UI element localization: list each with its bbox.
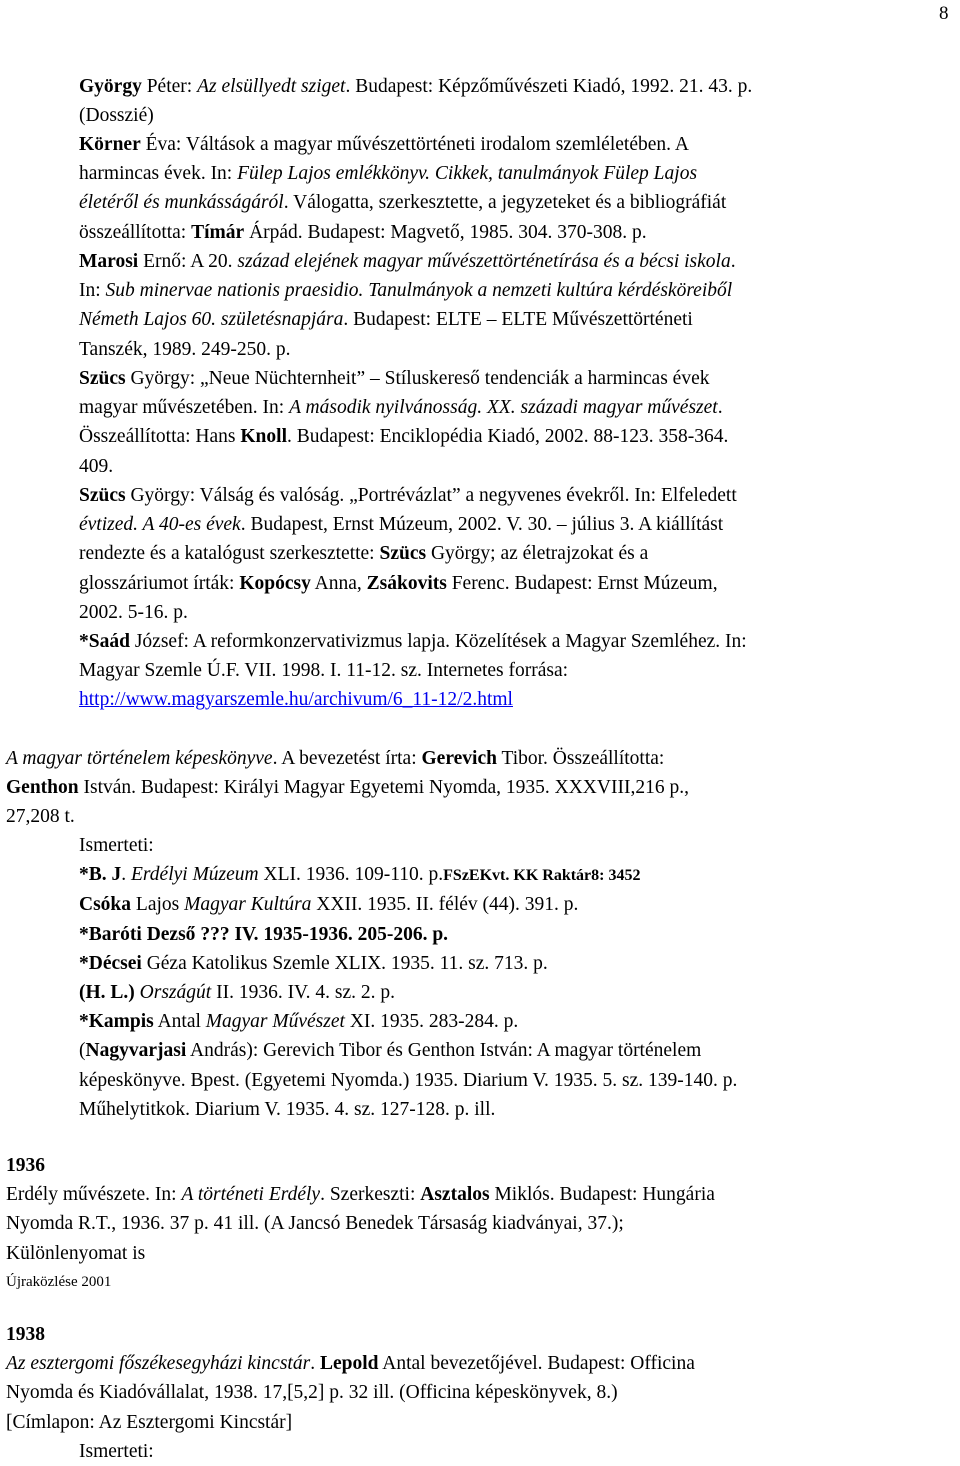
entry-line bbox=[6, 1268, 950, 1297]
contributor-name: Zsákovits bbox=[366, 572, 447, 594]
entry-line bbox=[79, 569, 949, 598]
text: Géza Katolikus Szemle XLIX. 1935. 11. sz. 713. p. bbox=[141, 952, 548, 974]
journal-title: Magyar Művészet bbox=[205, 1011, 345, 1033]
work-title: Németh Lajos 60. születésnapjára bbox=[79, 309, 344, 331]
reviewer-name: (H. L.) bbox=[79, 982, 135, 1004]
work-title: es évek bbox=[184, 514, 241, 536]
text: Anna, bbox=[310, 572, 367, 594]
text: . Budapest: Képzőművészeti Kiadó, 1992. 21. 43. p. bbox=[345, 76, 753, 97]
text: Miklós. Budapest: Hungária bbox=[489, 1184, 715, 1206]
text: Nyomda és Kiadóvállalat, 1938. 17,[5,2] p. 32 ill. (Officina képeskönyvek, 8.) bbox=[6, 1382, 618, 1404]
entry-line bbox=[6, 1408, 950, 1437]
text: . Budapest: Enciklopédia Kiadó, 2002. 88-123. 358-364. bbox=[287, 426, 729, 448]
review-line bbox=[79, 1095, 949, 1124]
author-name: Szücs bbox=[79, 368, 126, 389]
reviews-block bbox=[79, 831, 949, 1124]
entry-line bbox=[79, 364, 949, 393]
text: Ernő: A 20. bbox=[138, 251, 238, 272]
entry-line bbox=[6, 802, 950, 831]
text: . Budapest, Ernst Múzeum, 2002. V. 30. – július 3. A kiállítást bbox=[240, 514, 724, 536]
entry-line bbox=[79, 685, 949, 714]
entry-line bbox=[6, 1378, 950, 1407]
editor-name: Knoll bbox=[240, 426, 287, 448]
author-name: Lepold bbox=[319, 1353, 379, 1375]
work-title: Az esztergomi főszékesegyházi kincstár bbox=[6, 1353, 311, 1375]
text: II. 1936. IV. 4. sz. 2. p. bbox=[211, 982, 395, 1004]
entry-kepeskonyv bbox=[6, 744, 950, 832]
text: Péter: bbox=[141, 76, 198, 97]
journal-title: Magyar Kultúra bbox=[184, 894, 312, 916]
entry-szucs-2 bbox=[79, 481, 949, 627]
text: Éva: Váltások a magyar művészettörténeti irodalom szemléletében. A bbox=[140, 134, 689, 155]
text: . bbox=[310, 1353, 320, 1375]
text: Erdély művészete. In: bbox=[6, 1184, 182, 1206]
entry-szucs-1 bbox=[79, 364, 949, 481]
text: Újraközlése 2001 bbox=[6, 1273, 112, 1290]
text: Tanszék, 1989. 249-250. p. bbox=[79, 338, 291, 360]
text: Ismerteti: bbox=[79, 1440, 154, 1462]
text: [Címlapon: Az Esztergomi Kincstár] bbox=[6, 1411, 293, 1433]
entry-line bbox=[79, 305, 949, 334]
entry-line bbox=[6, 1180, 950, 1209]
source-url-link[interactable]: http://www.magyarszemle.hu/archivum/6_11-12/2.html bbox=[79, 689, 513, 711]
reviews-heading bbox=[79, 831, 949, 860]
entry-line bbox=[79, 276, 949, 305]
entry-korner bbox=[79, 130, 949, 247]
text: András): Gerevich Tibor és Genthon István: A magyar történelem bbox=[186, 1040, 702, 1062]
work-title: életéről és munkásságáról bbox=[79, 192, 284, 214]
entry-line bbox=[79, 656, 949, 685]
text: képeskönyve. Bpest. (Egyetemi Nyomda.) 1935. Diarium V. 1935. 5. sz. 139-140. p. bbox=[79, 1069, 738, 1091]
text: . Válogatta, szerkesztette, a jegyzeteket és a bibliográfiát bbox=[283, 192, 727, 214]
entry-line bbox=[79, 247, 949, 276]
entry-line bbox=[6, 1349, 950, 1378]
work-title: század elejének magyar művészettörténetírása és a bécsi iskola bbox=[237, 251, 731, 272]
review-line bbox=[79, 1007, 949, 1036]
work-title: évtized. A 40- bbox=[79, 514, 185, 536]
entry-marosi bbox=[79, 247, 949, 364]
entry-line bbox=[79, 481, 949, 510]
text: . bbox=[121, 864, 132, 886]
author-name: Szücs bbox=[79, 485, 126, 506]
entry-line bbox=[79, 422, 949, 451]
entry-line bbox=[79, 72, 949, 101]
author-name: Genthon bbox=[6, 777, 79, 799]
editor-name: Tímár bbox=[191, 221, 245, 243]
entry-line bbox=[6, 1209, 950, 1238]
author-name: Körner bbox=[79, 134, 141, 155]
text: György: Válság és valóság. „Portrévázlat” a negyvenes évekről. In: Elfeledett bbox=[125, 485, 737, 506]
entry-line bbox=[79, 627, 949, 656]
year: 1936 bbox=[6, 1155, 45, 1176]
work-title: Sub minervae nationis praesidio. Tanulmányok a nemzeti kultúra kérdésköreiből bbox=[105, 280, 733, 302]
journal-title: Országút bbox=[139, 982, 212, 1004]
text: 2002. 5-16. p. bbox=[79, 601, 188, 623]
editor-name: Asztalos bbox=[420, 1184, 490, 1206]
entry-line bbox=[79, 101, 949, 130]
text: . Budapest: ELTE – ELTE Művészettörténeti bbox=[343, 309, 693, 331]
text: harmincas évek. In: bbox=[79, 163, 238, 185]
entry-line bbox=[79, 159, 949, 188]
text: Összeállította: Hans bbox=[79, 426, 241, 448]
entry-gyorgy bbox=[79, 72, 949, 130]
reviewer-name: *B. J bbox=[79, 864, 122, 886]
text: György; az életrajzokat és a bbox=[426, 543, 649, 565]
text: 409. bbox=[79, 455, 114, 477]
text: glosszáriumot írták: bbox=[79, 572, 240, 594]
text: György: „Neue Nüchternheit” – Stíluskereső tendenciák a harmincas évek bbox=[125, 368, 710, 389]
section-1936 bbox=[6, 1151, 950, 1297]
entry-line bbox=[79, 393, 949, 422]
review-line bbox=[79, 978, 949, 1007]
review-line bbox=[79, 890, 949, 919]
entry-line bbox=[79, 188, 949, 217]
text: István. Budapest: Királyi Magyar Egyetemi Nyomda, 1935. XXXVIII,216 p., bbox=[78, 777, 689, 799]
text: . bbox=[730, 251, 736, 272]
year: 1938 bbox=[6, 1324, 45, 1345]
text: In: bbox=[79, 280, 106, 302]
review-line bbox=[79, 920, 949, 949]
contributor-name: Kopócsy bbox=[239, 572, 311, 594]
entry-line bbox=[6, 1239, 950, 1268]
text: Antal bevezetőjével. Budapest: Officina bbox=[378, 1353, 695, 1375]
work-title: Az elsüllyedt sziget bbox=[197, 76, 346, 97]
reviewer-name: Nagyvarjasi bbox=[85, 1040, 187, 1062]
journal-title: Erdélyi Múzeum bbox=[131, 864, 259, 886]
author-name: György bbox=[79, 76, 142, 97]
review-line bbox=[79, 1036, 949, 1065]
entry-line bbox=[6, 744, 950, 773]
text: . bbox=[717, 397, 723, 419]
text: XI. 1935. 283-284. p. bbox=[344, 1011, 519, 1033]
text: XXII. 1935. II. félév (44). 391. p. bbox=[311, 894, 579, 916]
text: Műhelytitkok. Diarium V. 1935. 4. sz. 127-128. p. ill. bbox=[79, 1098, 496, 1120]
entry-line bbox=[79, 130, 949, 159]
entry-line bbox=[79, 510, 949, 539]
text: Különlenyomat is bbox=[6, 1242, 146, 1264]
work-title: A második nyilvánosság. XX. századi magyar művészet bbox=[289, 397, 718, 419]
entry-saad bbox=[79, 627, 949, 715]
author-name: Marosi bbox=[79, 251, 139, 272]
text: rendezte és a katalógust szerkesztette: bbox=[79, 543, 380, 565]
text: . Szerkeszti: bbox=[320, 1184, 421, 1206]
text: magyar művészetében. In: bbox=[79, 397, 290, 419]
text: Ferenc. Budapest: Ernst Múzeum, bbox=[446, 572, 718, 594]
text: József: A reformkonzervativizmus lapja. Közelítések a Magyar Szemléhez. In: bbox=[129, 631, 747, 652]
section-1938 bbox=[6, 1320, 950, 1466]
text: ( bbox=[79, 1040, 86, 1062]
entry-line bbox=[79, 452, 949, 481]
text: Antal bbox=[153, 1011, 206, 1033]
text: Ismerteti: bbox=[79, 835, 154, 856]
text: Tibor. Összeállította: bbox=[496, 748, 665, 769]
text: Magyar Szemle Ú.F. VII. 1998. I. 11-12. sz. Internetes forrása: bbox=[79, 660, 569, 682]
editor-name: Szücs bbox=[379, 543, 427, 565]
author-name: *Saád bbox=[79, 631, 130, 652]
reviewer-name: *Baróti Dezső bbox=[79, 923, 196, 945]
page-number: 8 bbox=[939, 3, 949, 24]
review-line bbox=[79, 860, 949, 890]
text: Lajos bbox=[131, 894, 185, 916]
year-heading bbox=[6, 1151, 950, 1180]
text: ??? IV. 1935-1936. 205-206. p. bbox=[195, 923, 449, 945]
text: Árpád. Budapest: Magvető, 1985. 304. 370-308. p. bbox=[244, 221, 647, 243]
entry-line bbox=[79, 218, 949, 247]
text: XLI. 1936. 109-110. p. bbox=[258, 864, 444, 886]
text: 27,208 t. bbox=[6, 806, 75, 828]
text: Nyomda R.T., 1936. 37 p. 41 ill. (A Jancsó Benedek Társaság kiadványai, 37.); bbox=[6, 1213, 624, 1235]
entry-line bbox=[6, 773, 950, 802]
reviewer-name: *Décsei bbox=[79, 952, 142, 974]
entry-line bbox=[79, 539, 949, 568]
entry-line bbox=[79, 335, 949, 364]
work-title: Fülep Lajos emlékkönyv. Cikkek, tanulmányok Fülep Lajos bbox=[237, 163, 698, 185]
review-line bbox=[79, 1066, 949, 1095]
author-name: Gerevich bbox=[421, 748, 497, 769]
year-heading bbox=[6, 1320, 950, 1349]
text: összeállította: bbox=[79, 221, 192, 243]
reviewer-name: Csóka bbox=[79, 894, 132, 916]
review-line bbox=[79, 949, 949, 978]
entry-line bbox=[79, 598, 949, 627]
text: (Dosszié) bbox=[79, 105, 154, 127]
work-title: A történeti Erdély bbox=[181, 1184, 321, 1206]
shelf-mark: FSzEKvt. KK Raktár8: 3452 bbox=[443, 867, 641, 885]
reviewer-name: *Kampis bbox=[79, 1011, 154, 1033]
text: . A bevezetést írta: bbox=[272, 748, 422, 769]
work-title: A magyar történelem képeskönyve bbox=[6, 748, 273, 769]
